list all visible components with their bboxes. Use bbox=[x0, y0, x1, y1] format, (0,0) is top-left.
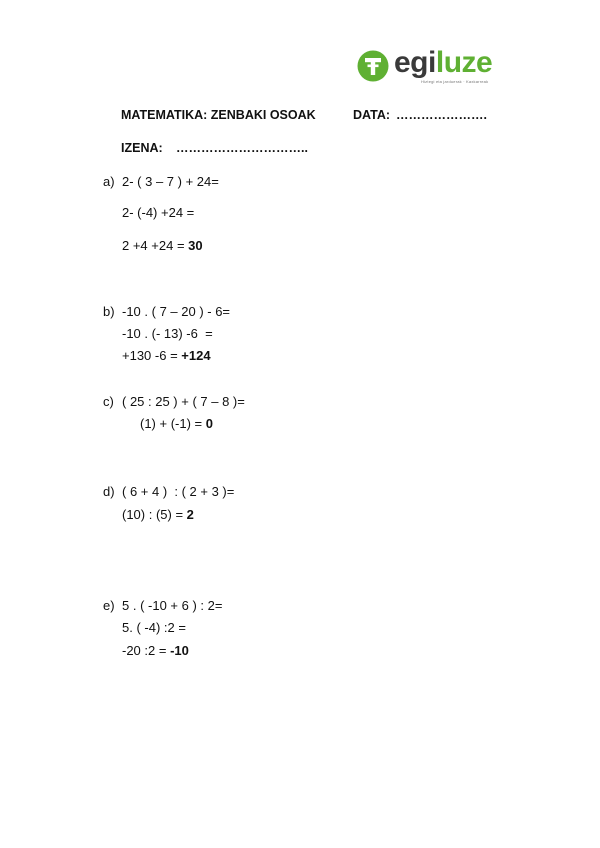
exercise-c-answer: 0 bbox=[205, 416, 213, 431]
exercise-c-step: (1) + (-1) = bbox=[140, 416, 206, 431]
egiluze-logo bbox=[357, 48, 507, 88]
exercise-d-answer: 2 bbox=[186, 507, 194, 522]
date-dots: …………………. bbox=[396, 108, 487, 122]
exercise-a-line2: 2- (-4) +24 = bbox=[122, 205, 195, 220]
exercise-d-line2 bbox=[122, 507, 194, 523]
name-dots: ………………………….. bbox=[176, 141, 308, 155]
exercise-b-letter: b) bbox=[103, 304, 115, 319]
exercise-b-line1: -10 . ( 7 – 20 ) - 6= bbox=[122, 304, 231, 319]
logo-word-part2: luze bbox=[435, 46, 493, 79]
exercise-a-answer: 30 bbox=[188, 238, 203, 253]
exercise-e-letter: e) bbox=[103, 598, 115, 613]
logo-tagline: Hiztegi eta jarduerak · Kaxkarreak bbox=[421, 79, 489, 84]
exercise-e-line3 bbox=[122, 643, 189, 659]
exercise-b-line3 bbox=[122, 348, 211, 364]
exercise-d-line1: ( 6 + 4 ) : ( 2 + 3 )= bbox=[122, 484, 235, 499]
exercise-b-answer: +124 bbox=[181, 348, 211, 363]
worksheet-title: MATEMATIKA: ZENBAKI OSOAK bbox=[121, 108, 316, 122]
date-label: DATA: bbox=[353, 108, 391, 122]
exercise-b-line2: -10 . (- 13) -6 = bbox=[122, 326, 213, 341]
exercise-c-line2 bbox=[140, 416, 213, 432]
exercise-d-letter: d) bbox=[103, 484, 115, 499]
exercise-e-line1: 5 . ( -10 + 6 ) : 2= bbox=[122, 598, 223, 613]
exercise-e-answer: -10 bbox=[170, 643, 189, 658]
logo-wordmark bbox=[394, 46, 492, 80]
exercise-b-step: +130 -6 = bbox=[122, 348, 182, 363]
logo-word-part1: egi bbox=[394, 46, 436, 79]
cross-in-circle-icon bbox=[357, 50, 389, 82]
exercise-a-step: 2 +4 +24 = bbox=[122, 238, 189, 253]
exercise-a-line1: 2- ( 3 – 7 ) + 24= bbox=[122, 174, 219, 189]
exercise-e-line2: 5. ( -4) :2 = bbox=[122, 620, 186, 635]
exercise-c-letter: c) bbox=[103, 394, 114, 409]
exercise-e-step: -20 :2 = bbox=[122, 643, 171, 658]
name-label: IZENA: bbox=[121, 141, 163, 155]
exercise-d-step: (10) : (5) = bbox=[122, 507, 187, 522]
exercise-a-letter: a) bbox=[103, 174, 115, 189]
exercise-c-line1: ( 25 : 25 ) + ( 7 – 8 )= bbox=[122, 394, 245, 409]
exercise-a-line3 bbox=[122, 238, 203, 254]
